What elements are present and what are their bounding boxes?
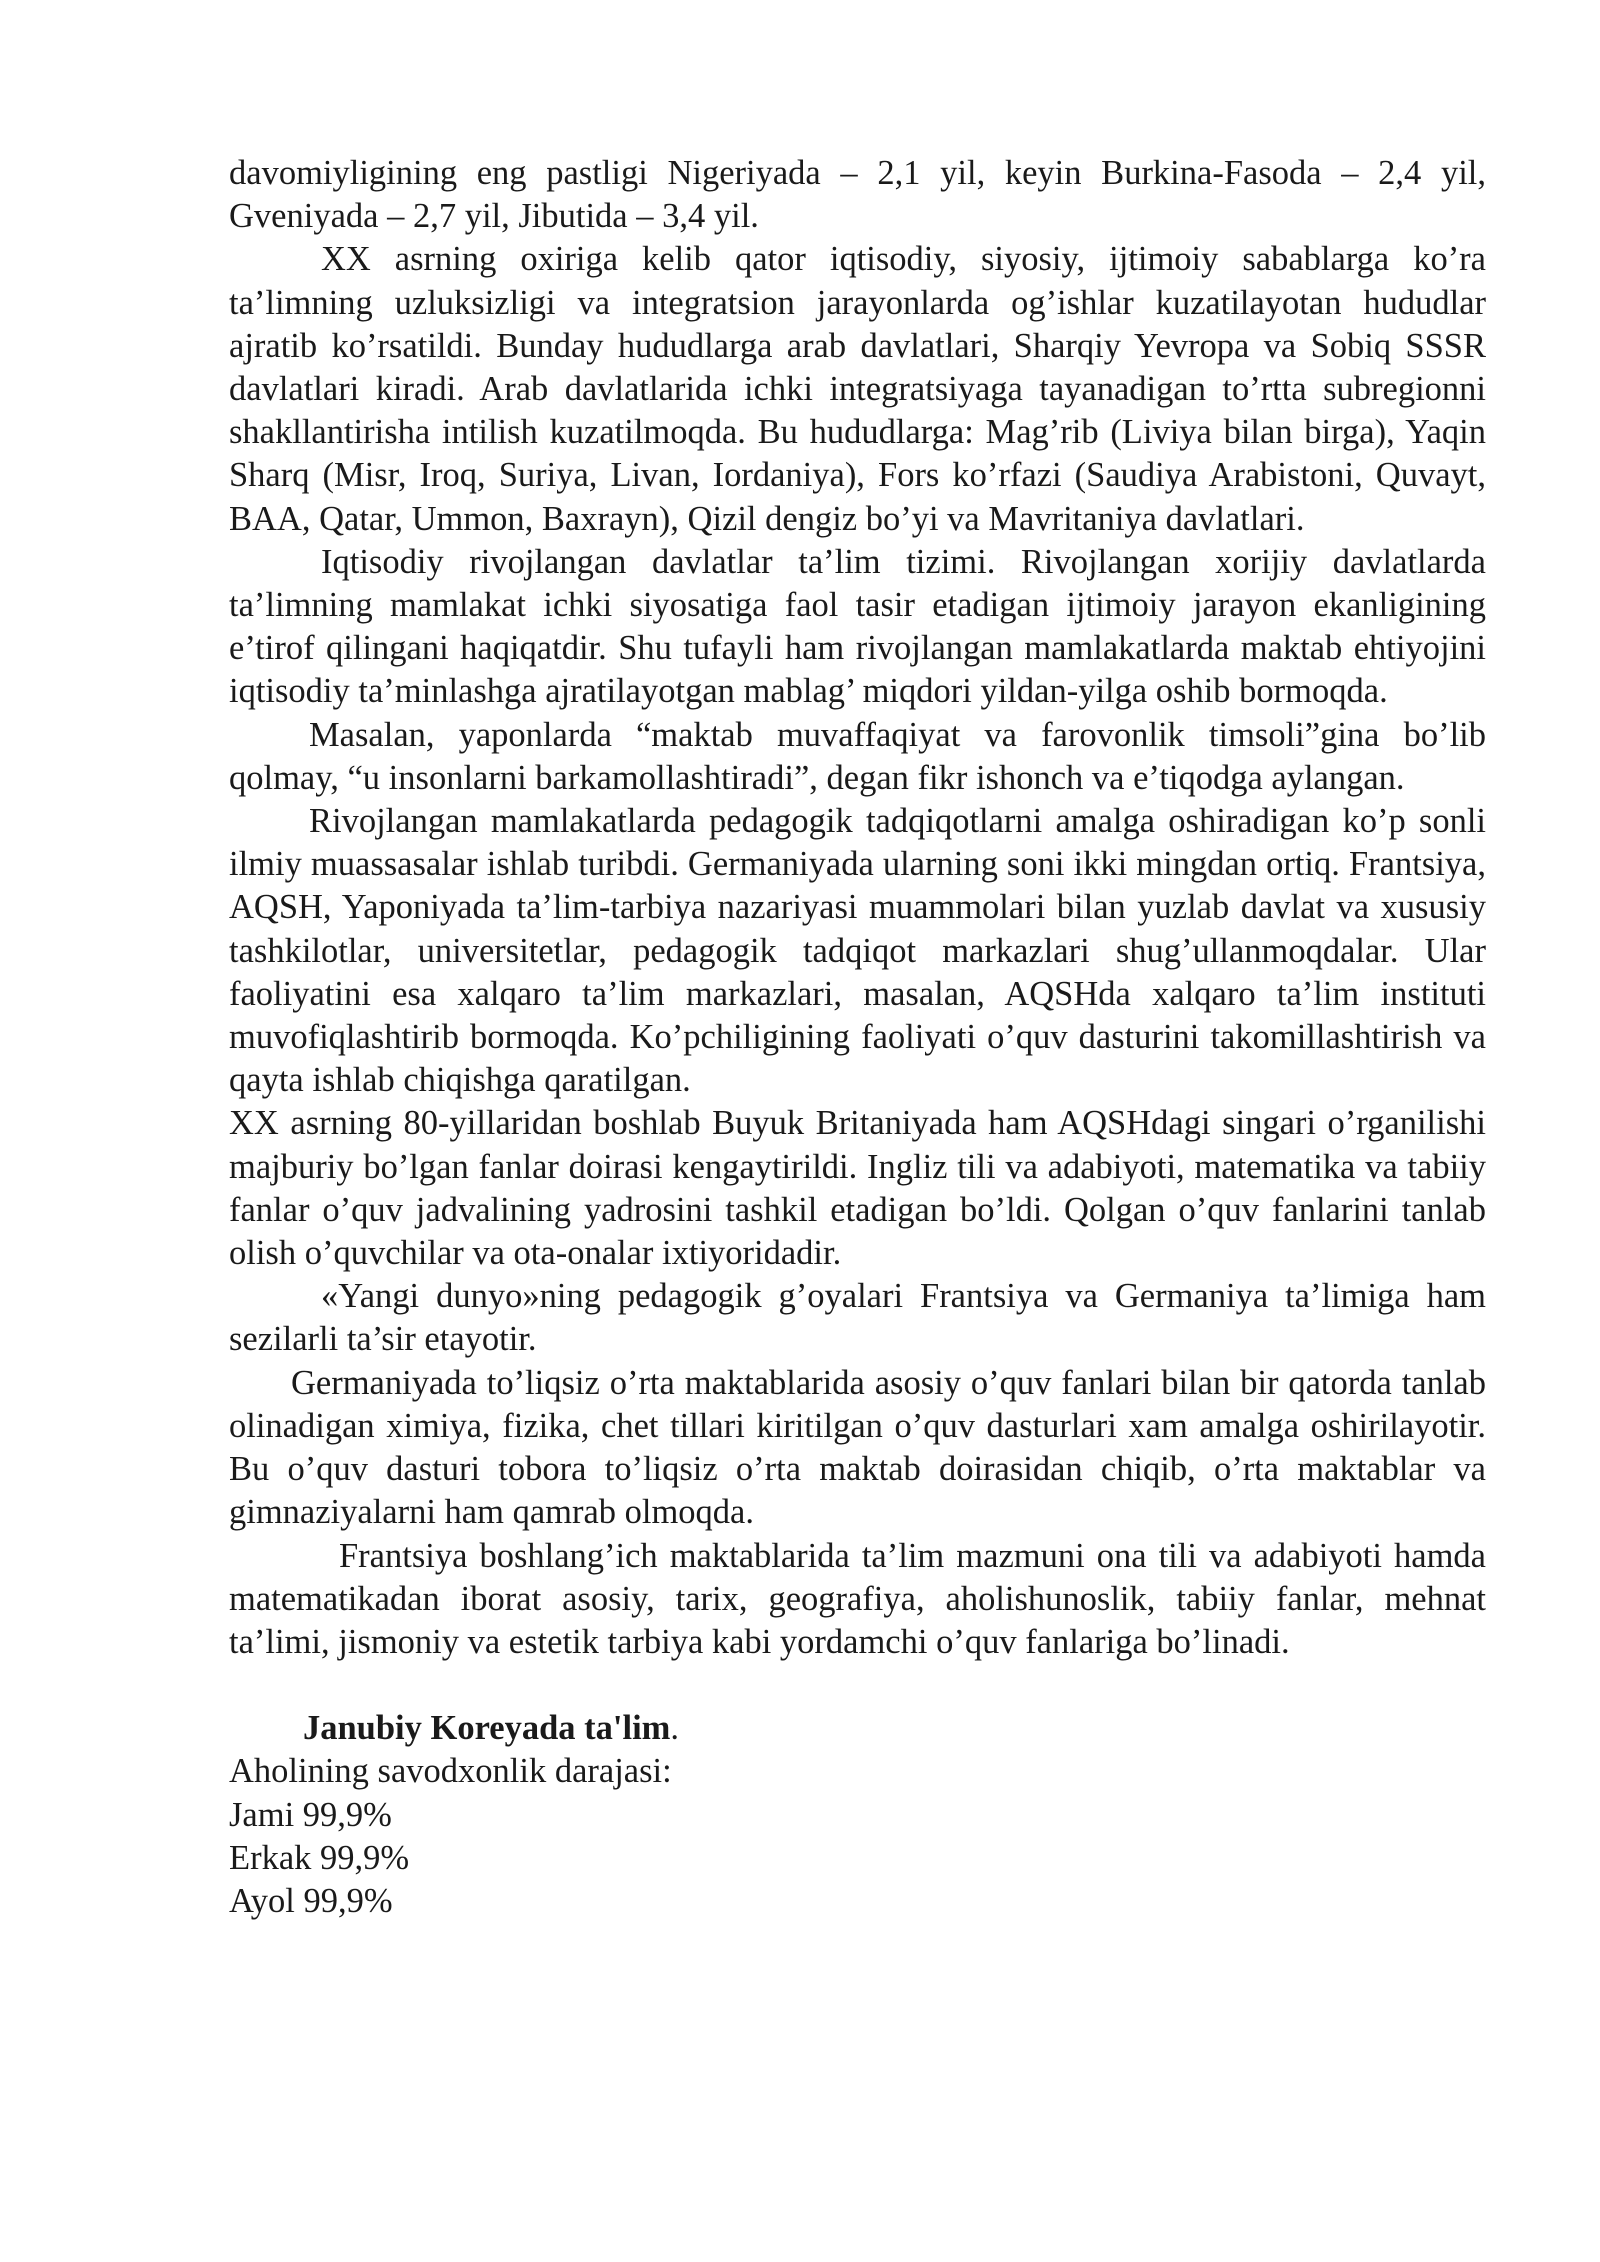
document-page [229,152,1486,1923]
paragraph-4: Masalan, yaponlarda “maktab muvaffaqiyat va farovonlik timsoli”gina bo’lib qolmay, “u insonlarni barkamollashtiradi”, degan fikr ishonch va e’tiqodga aylangan. [229,715,1486,797]
paragraph-2: XX asrning oxiriga kelib qator iqtisodiy, siyosiy, ijtimoiy sabablarga ko’ra ta’limning uzluksizligi va integratsion jarayonlarda og’ishlar kuzatilayotan hududlar ajratib ko’rsatildi. Bunday hududlarga arab davlatlari, Sharqiy Yevropa va Sobiq SSSR davlatlari kiradi. Arab davlatlarida ichki integratsiyaga tayanadigan to’rtta subregionni shakllantirisha intilish kuzatilmoqda. Bu hududlarga: Mag’rib (Liviya bilan birga), Yaqin Sharq (Misr, Iroq, Suriya, Livan, Iordaniya), Fors ko’rfazi (Saudiya Arabistoni, Quvayt, BAA, Qatar, Ummon, Baxrayn), Qizil dengiz bo’yi va Mavritaniya davlatlari. [229,240,1486,538]
section-spacer [229,1664,1486,1707]
section-heading-period: . [670,1709,680,1748]
literacy-total: Jami 99,9% [229,1795,392,1834]
literacy-label: Aholining savodxonlik darajasi: [229,1752,672,1791]
paragraph-1: davomiyligining eng pastligi Nigeriyada – 2,1 yil, keyin Burkina-Fasoda – 2,4 yil, Gveniyada – 2,7 yil, Jibutida – 3,4 yil. [229,154,1486,236]
literacy-female: Ayol 99,9% [229,1881,393,1920]
paragraph-5: Rivojlangan mamlakatlarda pedagogik tadqiqotlarni amalga oshiradigan ko’p sonli ilmiy muassasalar ishlab turibdi. Germaniyada ularning soni ikki mingdan ortiq. Frantsiya, AQSH, Yaponiyada ta’lim-tarbiya nazariyasi muammolari bilan yuzlab davlat va xususiy tashkilotlar, universitetlar, pedagogik tadqiqot markazlari shug’ullanmoqdalar. Ular faoliyatini esa xalqaro ta’lim markazlari, masalan, AQSHda xalqaro ta’lim instituti muvofiqlashtirib bormoqda. Ko’pchiligining faoliyati o’quv dasturini takomillashtirish va qayta ishlab chiqishga qaratilgan. [229,802,1486,1100]
paragraph-7: «Yangi dunyo»ning pedagogik g’oyalari Frantsiya va Germaniya ta’limiga ham sezilarli ta’sir etayotir. [229,1277,1486,1359]
section-heading [229,1707,1486,1750]
literacy-male: Erkak 99,9% [229,1838,410,1877]
paragraph-3: Iqtisodiy rivojlangan davlatlar ta’lim tizimi. Rivojlangan xorijiy davlatlarda ta’limning mamlakat ichki siyosatiga faol tasir etadigan ijtimoiy jarayon ekanligining e’tirof qilingani haqiqatdir. Shu tufayli ham rivojlangan mamlakatlarda maktab ehtiyojini iqtisodiy ta’minlashga ajratilayotgan mablag’ miqdori yildan-yilga oshib bormoqda. [229,542,1486,711]
paragraph-8: Germaniyada to’liqsiz o’rta maktablarida asosiy o’quv fanlari bilan bir qatorda tanlab olinadigan ximiya, fizika, chet tillari kiritilgan o’quv dasturlari xam amalga oshirilayotir. Bu o’quv dasturi tobora to’liqsiz o’rta maktab doirasidan chiqib, o’rta maktablar va gimnaziyalarni ham qamrab olmoqda. [229,1363,1486,1532]
paragraph-9: Frantsiya boshlang’ich maktablarida ta’lim mazmuni ona tili va adabiyoti hamda matematikadan iborat asosiy, tarix, geografiya, aholishunoslik, tabiiy fanlar, mehnat ta’limi, jismoniy va estetik tarbiya kabi yordamchi o’quv fanlariga bo’linadi. [229,1536,1486,1661]
section-heading-text: Janubiy Koreyada ta'lim [303,1709,671,1748]
paragraph-6: XX asrning 80-yillaridan boshlab Buyuk Britaniyada ham AQSHdagi singari o’rganilishi majburiy bo’lgan fanlar doirasi kengaytirildi. Ingliz tili va adabiyoti, matematika va tabiiy fanlar o’quv jadvalining yadrosini tashkil etadigan bo’ldi. Qolgan o’quv fanlarini tanlab olish o’quvchilar va ota-onalar ixtiyoridadir. [229,1104,1486,1273]
